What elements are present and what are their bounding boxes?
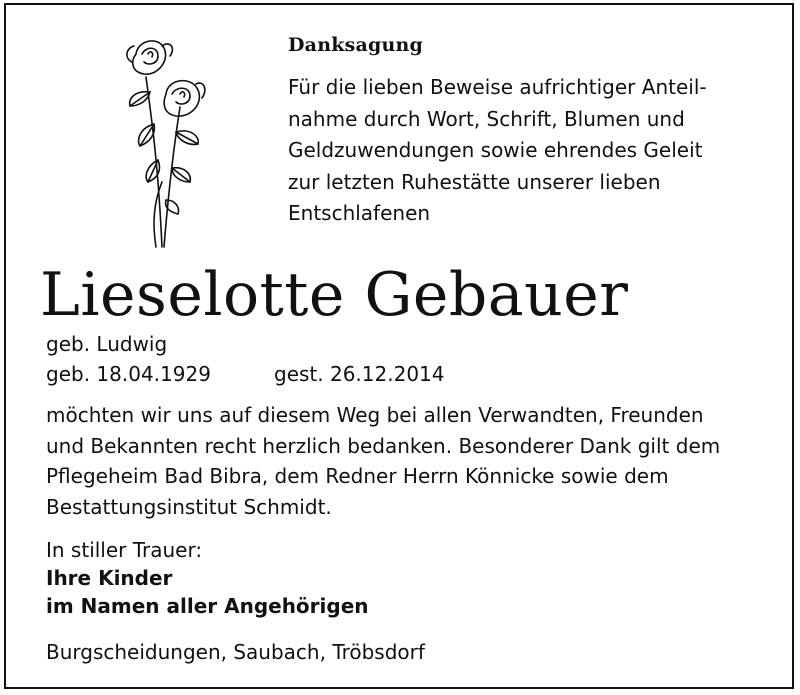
deceased-name: Lieselotte Gebauer (40, 260, 629, 330)
mourners-block (46, 536, 369, 620)
intro-line: Für die lieben Beweise aufrichtiger Anteil- (288, 75, 707, 99)
places: Burgscheidungen, Saubach, Tröbsdorf (46, 640, 425, 664)
life-dates (46, 362, 445, 386)
notice-heading: Danksagung (288, 34, 423, 56)
mourning-intro: In stiller Trauer: (46, 538, 203, 562)
intro-line: nahme durch Wort, Schrift, Blumen und (288, 106, 685, 131)
mourner-line: im Namen aller Angehörigen (46, 594, 369, 618)
birth-date: geb. 18.04.1929 (46, 362, 211, 386)
intro-line: zur letzten Ruhestätte unserer lieben (288, 169, 661, 194)
thanks-line: möchten wir uns auf diesem Weg bei allen Verwandten, Freunden (46, 403, 704, 427)
death-date: gest. 26.12.2014 (274, 362, 445, 386)
intro-line: Geldzuwendungen sowie ehrendes Geleit (288, 138, 703, 162)
mourner-line: Ihre Kinder (46, 566, 173, 590)
thanks-line: Pflegeheim Bad Bibra, dem Redner Herrn Könnicke sowie dem (46, 464, 669, 488)
thanks-line: Bestattungsinstitut Schmidt. (46, 494, 332, 519)
intro-text (288, 72, 768, 230)
thanks-line: und Bekannten recht herzlich bedanken. Besonderer Dank gilt dem (46, 433, 721, 458)
rose-illustration-icon (118, 32, 218, 250)
maiden-name: geb. Ludwig (46, 332, 168, 356)
intro-line: Entschlafenen (288, 201, 431, 225)
thanks-text (46, 400, 776, 522)
